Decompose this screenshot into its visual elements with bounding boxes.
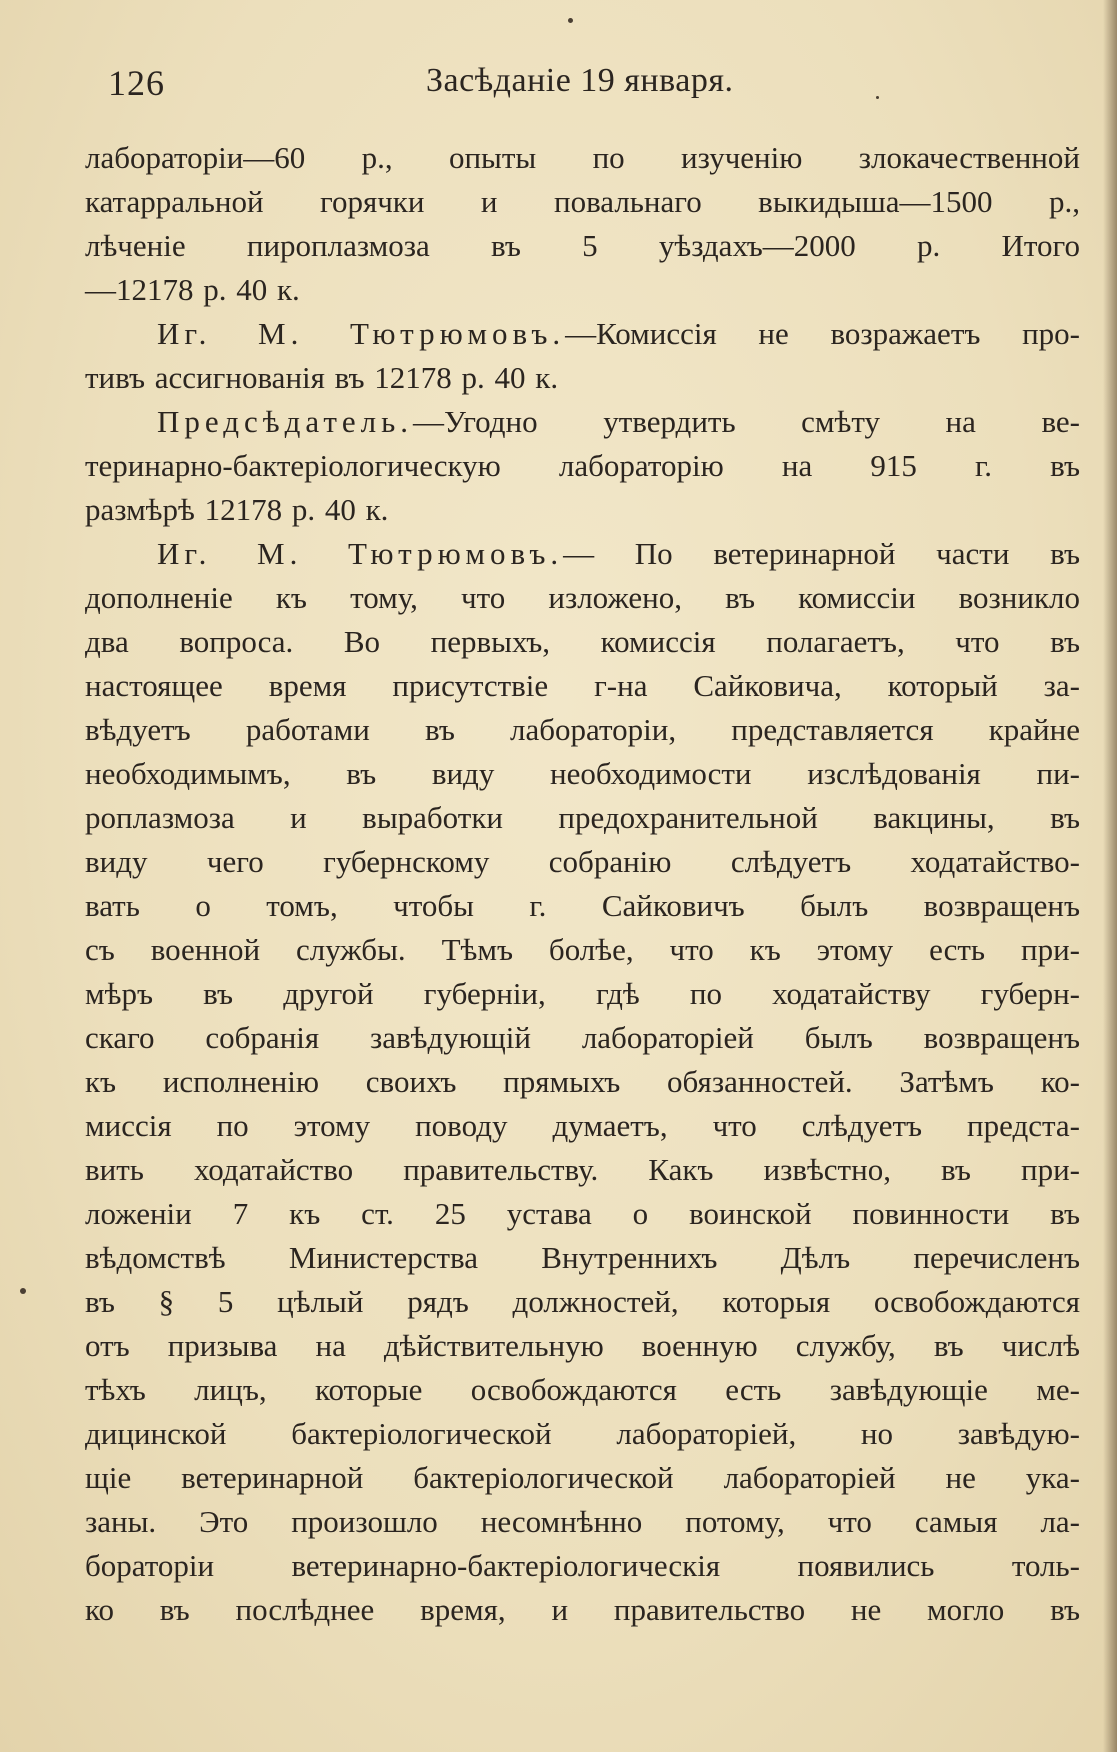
line-text: дополненіе къ тому, что изложено, въ комиссіи возникло — [85, 580, 1080, 615]
text-line — [85, 1192, 1080, 1236]
text-line — [85, 1236, 1080, 1280]
line-text: вѣдомствѣ Министерства Внутреннихъ Дѣлъ перечисленъ — [85, 1240, 1080, 1275]
text-line — [85, 136, 1080, 180]
line-text: теринарно-бактеріологическую лабораторію на 915 г. въ — [85, 448, 1080, 483]
line-text: —12178 р. 40 к. — [85, 272, 300, 307]
line-text: ложеніи 7 къ ст. 25 устава о воинской повинности въ — [85, 1196, 1080, 1231]
line-text: настоящее время присутствіе г-на Сайковича, который за- — [85, 668, 1080, 703]
body-text — [85, 136, 1080, 1632]
speaker-name: Предсѣдатель. — [157, 404, 413, 439]
line-text: тивъ ассигнованія въ 12178 р. 40 к. — [85, 360, 559, 395]
line-text: отъ призыва на дѣйствительную военную службу, въ числѣ — [85, 1328, 1080, 1363]
line-text: щіе ветеринарной бактеріологической лабораторіей не ука- — [85, 1460, 1080, 1495]
text-line — [85, 180, 1080, 224]
line-text: лабораторіи—60 р., опыты по изученію злокачественной — [85, 140, 1080, 175]
line-text: заны. Это произошло несомнѣнно потому, что самыя ла- — [85, 1504, 1080, 1539]
line-text: вѣдуетъ работами въ лабораторіи, представляется крайне — [85, 712, 1080, 747]
text-line — [85, 1324, 1080, 1368]
text-line — [85, 356, 1080, 400]
line-text: тѣхъ лицъ, которые освобождаются есть завѣдующіе ме- — [85, 1372, 1080, 1407]
line-text: лѣченіе пироплазмоза въ 5 уѣздахъ—2000 р. Итого — [85, 228, 1080, 263]
line-text: —Угодно утвердить смѣту на ве- — [413, 404, 1080, 439]
line-text: необходимымъ, въ виду необходимости изслѣдованія пи- — [85, 756, 1080, 791]
page-header — [108, 62, 1078, 122]
text-line — [85, 532, 1080, 576]
text-line — [85, 1588, 1080, 1632]
line-text: катарральной горячки и повальнаго выкидыша—1500 р., — [85, 184, 1080, 219]
line-text: —Комиссія не возражаетъ про- — [565, 316, 1080, 351]
text-line — [85, 928, 1080, 972]
text-line — [85, 1104, 1080, 1148]
text-line — [85, 224, 1080, 268]
print-speck — [876, 96, 879, 99]
line-text: миссія по этому поводу думаетъ, что слѣдуетъ предста- — [85, 1108, 1080, 1143]
line-text: въ § 5 цѣлый рядъ должностей, которыя освобождаются — [85, 1284, 1080, 1319]
text-line — [85, 664, 1080, 708]
line-text: скаго собранія завѣдующій лабораторіей былъ возвращенъ — [85, 1020, 1080, 1055]
line-text: вить ходатайство правительству. Какъ извѣстно, въ при- — [85, 1152, 1080, 1187]
text-line — [85, 1060, 1080, 1104]
line-text: вать о томъ, чтобы г. Сайковичъ былъ возвращенъ — [85, 888, 1080, 923]
text-line — [85, 752, 1080, 796]
text-line — [85, 488, 1080, 532]
line-text: виду чего губернскому собранію слѣдуетъ ходатайство- — [85, 844, 1080, 879]
speaker-name: Иг. М. Тютрюмовъ. — [157, 316, 566, 351]
text-line — [85, 972, 1080, 1016]
line-text: съ военной службы. Тѣмъ болѣе, что къ этому есть при- — [85, 932, 1080, 967]
text-line — [85, 1148, 1080, 1192]
line-text: ко въ послѣднее время, и правительство не могло въ — [85, 1592, 1080, 1627]
text-line — [85, 400, 1080, 444]
text-line — [85, 1412, 1080, 1456]
text-line — [85, 268, 1080, 312]
print-speck — [20, 1288, 26, 1294]
text-line — [85, 1368, 1080, 1412]
text-line — [85, 796, 1080, 840]
text-line — [85, 620, 1080, 664]
text-line — [85, 1500, 1080, 1544]
print-speck — [568, 18, 573, 23]
text-line — [85, 840, 1080, 884]
line-text: къ исполненію своихъ прямыхъ обязанностей. Затѣмъ ко- — [85, 1064, 1080, 1099]
line-text: два вопроса. Во первыхъ, комиссія полагаетъ, что въ — [85, 624, 1080, 659]
line-text: роплазмоза и выработки предохранительной вакцины, въ — [85, 800, 1080, 835]
text-line — [85, 1280, 1080, 1324]
text-line — [85, 312, 1080, 356]
line-text: мѣръ въ другой губерніи, гдѣ по ходатайству губерн- — [85, 976, 1080, 1011]
text-line — [85, 1456, 1080, 1500]
text-line — [85, 576, 1080, 620]
running-head: Засѣданіе 19 января. — [426, 62, 734, 99]
line-text: дицинской бактеріологической лабораторіей, но завѣдую- — [85, 1416, 1080, 1451]
text-line — [85, 884, 1080, 928]
page-number: 126 — [108, 63, 165, 103]
text-line — [85, 708, 1080, 752]
text-line — [85, 1544, 1080, 1588]
line-text: размѣрѣ 12178 р. 40 к. — [85, 492, 389, 527]
page-edge-shadow — [1103, 0, 1117, 1752]
speaker-name: Иг. М. Тютрюмовъ. — [157, 536, 564, 571]
text-line — [85, 444, 1080, 488]
line-text: — По ветеринарной части въ — [563, 536, 1080, 571]
line-text: бораторіи ветеринарно-бактеріологическія появились толь- — [85, 1548, 1080, 1583]
text-line — [85, 1016, 1080, 1060]
